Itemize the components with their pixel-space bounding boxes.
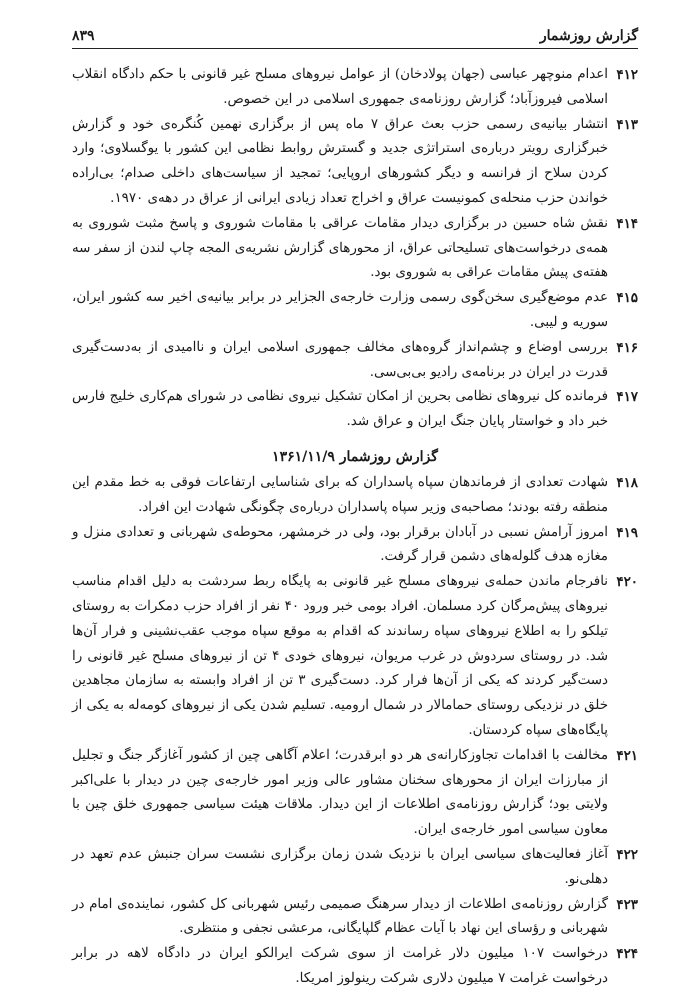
entry-number: ۴۱۳ [616, 116, 638, 133]
entry-number: ۴۲۴ [616, 946, 638, 963]
entry-number: ۴۲۱ [616, 747, 638, 764]
entry-text: آغاز فعالیت‌های سیاسی ایران با نزدیک شدن زمان برگزاری نشست سران جنبش عدم تعهد در دهلی‌نو. [72, 846, 608, 887]
entry-413 [72, 113, 638, 212]
entries-list-before [72, 63, 638, 435]
entry-number: ۴۲۰ [616, 574, 638, 591]
section-heading: گزارش روزشمار ۱۳۶۱/۱۱/۹ [272, 448, 438, 465]
entry-text: فرمانده کل نیروهای نظامی بحرین از امکان تشکیل نیروی نظامی در شورای هم‌کاری خلیج فارس خبر داد و خواستار پایان جنگ ایران و عراق شد. [72, 389, 608, 430]
entry-number: ۴۱۹ [616, 524, 638, 541]
entry-417 [72, 385, 638, 435]
entry-text: نقش شاه حسین در برگزاری دیدار مقامات عراقی با مقامات شوروی و پاسخ مثبت شوروی به همه‌ی درخواست‌های تسلیحاتی عراق، از محورهای گزارش نشریه‌ی المجه چاپ لندن از سفر سه هفته‌ی پیش مقامات عراقی به شوروی بود. [72, 215, 608, 281]
entry-419 [72, 521, 638, 571]
entry-number: ۴۱۵ [616, 290, 638, 307]
running-header-title: گزارش روزشمار [539, 28, 638, 44]
entry-text: امروز آرامش نسبی در آبادان برقرار بود، ولی در خرمشهر، محوطه‌ی شهربانی و تعدادی منزل و مغازه هدف گلوله‌های دشمن قرار گرفت. [72, 524, 608, 565]
entry-text: مخالفت با اقدامات تجاوزکارانه‌ی هر دو ابرقدرت؛ اعلام آگاهی چین از کشور آغازگر جنگ و تجلیل از مبارزات ایران از محورهای سخنان مشاور عالی وزیر امور خارجه‌ی چین در دیدار با علی‌اکبر ولایتی بود؛ گزارش روزنامه‌ی اطلاعات از این دیدار. ملاقات هیئت سیاسی جمهوری خلق چین با معاون سیاسی امور خارجه‌ی ایران. [72, 747, 608, 838]
entry-number: ۴۱۶ [616, 339, 638, 356]
entry-424 [72, 942, 638, 992]
entry-number: ۴۱۷ [616, 389, 638, 406]
entry-text: بررسی اوضاع و چشم‌انداز گروه‌های مخالف جمهوری اسلامی ایران و ناامیدی از به‌دست‌گیری قدرت در ایران در برنامه‌ی رادیو بی‌بی‌سی. [72, 339, 608, 380]
entries-list-after [72, 471, 638, 992]
entry-number: ۴۲۲ [616, 846, 638, 863]
entry-414 [72, 212, 638, 286]
entry-text: شهادت تعدادی از فرماندهان سپاه پاسداران که برای شناسایی ارتفاعات فوقی به خط مقدم این منطقه رفته بودند؛ مصاحبه‌ی وزیر سپاه پاسداران درباره‌ی چگونگی شهادت این افراد. [72, 474, 608, 515]
entry-418 [72, 471, 638, 521]
entry-number: ۴۱۲ [616, 67, 638, 83]
entry-text: اعدام منوچهر عباسی (جهان پولادخان) از عوامل نیروهای مسلح غیر قانونی با حکم دادگاه انقلاب اسلامی فیروزآباد؛ گزارش روزنامه‌ی جمهوری اسلامی در این خصوص. [72, 67, 608, 107]
entry-412 [72, 63, 638, 113]
entry-text: انتشار بیانیه‌ی رسمی حزب بعث عراق ۷ ماه پس از برگزاری نهمین کُنگره‌ی خود و گزارش خبرگزاری رویتر درباره‌ی استراتژی جدید و گسترش روابط نظامی این کشور با یوگسلاوی؛ وارد کردن سلاح از فرانسه و دیگر کشورهای اروپایی؛ تمجید از سیاست‌های داخلی صدام؛ بی‌اراده خواندن حزب منحله‌ی کمونیست عراق و اخراج تعداد زیادی ایرانی از عراق در دهه‌ی ۱۹۷۰. [72, 116, 608, 206]
entry-416 [72, 336, 638, 386]
entry-number: ۴۱۴ [616, 215, 638, 232]
entry-text: درخواست ۱۰۷ میلیون دلار غرامت از سوی شرکت ایرالکو ایران در دادگاه لاهه در برابر درخواست غرامت ۷ میلیون دلاری شرکت رینولوز امریکا. [72, 946, 608, 986]
entry-number: ۴۲۳ [616, 896, 638, 913]
entry-text: عدم موضع‌گیری سخن‌گوی رسمی وزارت خارجه‌ی الجزایر در برابر بیانیه‌ی اخیر سه کشور ایران، سوریه و لیبی. [72, 290, 608, 330]
entry-number: ۴۱۸ [616, 474, 638, 491]
entry-421 [72, 744, 638, 843]
entry-text: گزارش روزنامه‌ی اطلاعات از دیدار سرهنگ صمیمی رئیس شهربانی کل کشور، نماینده‌ی امام در شهربانی و رؤسای این نهاد با آیات عظام گلپایگانی، مرعشی نجفی و منتظری. [72, 896, 608, 937]
entry-423 [72, 893, 638, 943]
page-number: ۸۳۹ [72, 28, 95, 44]
running-header [72, 28, 638, 49]
entry-422 [72, 843, 638, 893]
entry-415 [72, 286, 638, 336]
entry-420 [72, 570, 638, 744]
document-page [72, 28, 638, 986]
entry-text: نافرجام ماندن حمله‌ی نیروهای مسلح غیر قانونی به پایگاه ربط سردشت به دلیل اقدام مناسب نیروهای پیش‌مرگان کرد مسلمان. افراد بومی خبر ورود ۴۰ نفر از افراد حزب دمکرات به روستای تیلکو را به اطلاع نیروهای سپاه رساندند که اقدام به موقع سپاه موجب عقب‌نشینی و فرار آن‌ها شد. در روستای سردوش در غرب مریوان، نیروهای خودی ۴ تن از نیروهای مسلح غیر قانونی را دست‌گیر کردند که یکی از آن‌ها فرار کرد. دست‌گیری ۳ تن از افراد وابسته به سازمان مجاهدین خلق در نزدیکی روستای حمامالار در شمال ارومیه. تسلیم شدن یکی از نیروهای کومه‌له به یکی از پایگاه‌های سپاه کردستان. [72, 574, 608, 738]
